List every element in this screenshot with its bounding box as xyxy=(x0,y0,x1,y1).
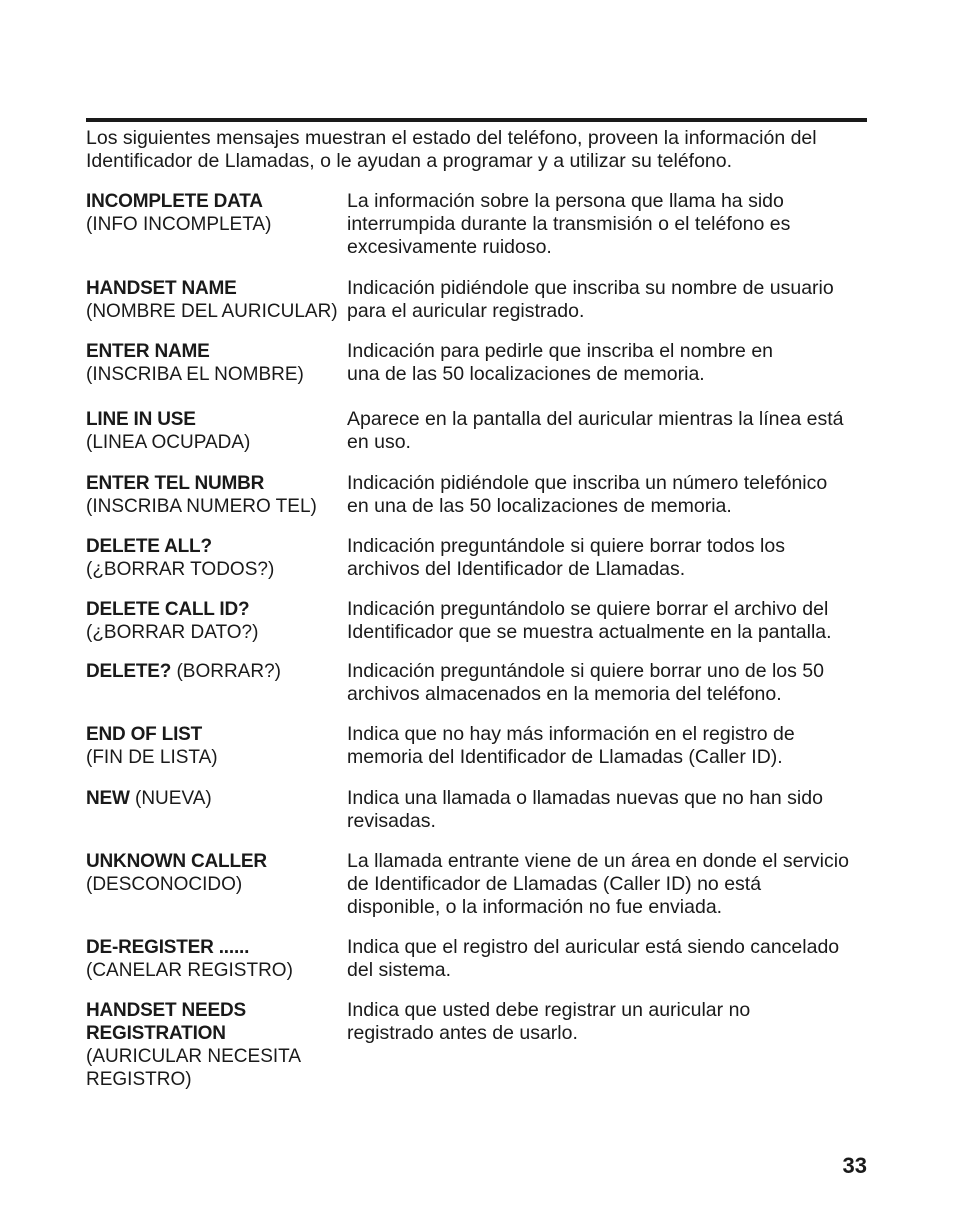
message-term-name: HANDSET NEEDS REGISTRATION xyxy=(86,1000,246,1044)
message-term xyxy=(86,723,344,769)
message-description: Indicación preguntándole si quiere borrar uno de los 50 archivos almacenados en la memoria del teléfono. xyxy=(347,660,824,705)
message-term-translation: (BORRAR?) xyxy=(171,661,281,682)
message-term-name: ENTER TEL NUMBR xyxy=(86,473,265,494)
message-term-name: UNKNOWN CALLER xyxy=(86,851,267,872)
message-description: La llamada entrante viene de un área en donde el servicio de Identificador de Llamadas (Caller ID) no está disponible, o la información no fue enviada. xyxy=(347,850,849,918)
message-term-translation: (¿BORRAR DATO?) xyxy=(86,622,259,643)
message-term xyxy=(86,787,344,810)
message-term-name: END OF LIST xyxy=(86,724,203,745)
message-term-name: ENTER NAME xyxy=(86,341,210,362)
message-term-name: HANDSET NAME xyxy=(86,278,237,299)
message-term-translation: (INSCRIBA NUMERO TEL) xyxy=(86,496,317,517)
message-term xyxy=(86,277,344,323)
message-term-name: DELETE? xyxy=(86,661,172,682)
page-number: 33 xyxy=(842,1153,867,1178)
message-term-translation: (NUEVA) xyxy=(129,788,212,809)
message-term-translation: (CANELAR REGISTRO) xyxy=(86,960,293,981)
message-description: Indica que no hay más información en el registro de memoria del Identificador de Llamadas (Caller ID). xyxy=(347,723,795,768)
message-description: Aparece en la pantalla del auricular mientras la línea está en uso. xyxy=(347,408,844,453)
message-term-translation: (DESCONOCIDO) xyxy=(86,874,243,895)
message-description: Indicación pidiéndole que inscriba su nombre de usuario para el auricular registrado. xyxy=(347,277,834,322)
message-term xyxy=(86,190,344,236)
message-term-translation: (INFO INCOMPLETA) xyxy=(86,214,272,235)
message-description: Indica que el registro del auricular está siendo cancelado del sistema. xyxy=(347,936,840,981)
message-term xyxy=(86,472,344,518)
message-term xyxy=(86,340,344,386)
message-term xyxy=(86,999,344,1091)
message-term-name: DE-REGISTER ...... xyxy=(86,937,250,958)
message-description: Indicación para pedirle que inscriba el nombre en una de las 50 localizaciones de memoria. xyxy=(347,340,774,385)
message-term-translation: (NOMBRE DEL AURICULAR) xyxy=(86,301,338,322)
message-term-name: DELETE ALL? xyxy=(86,536,212,557)
intro-paragraph: Los siguientes mensajes muestran el estado del teléfono, proveen la información del Identificador de Llamadas, o le ayudan a programar y a utilizar su teléfono. xyxy=(86,127,817,172)
message-description: Indicación preguntándolo se quiere borrar el archivo del Identificador que se muestra actualmente en la pantalla. xyxy=(347,598,832,643)
message-term xyxy=(86,598,344,644)
message-term-translation: (¿BORRAR TODOS?) xyxy=(86,559,275,580)
message-term-name: NEW xyxy=(86,788,130,809)
message-description: La información sobre la persona que llama ha sido interrumpida durante la transmisión o el teléfono es excesivamente ruidoso. xyxy=(347,190,791,258)
message-term xyxy=(86,936,344,982)
message-term xyxy=(86,660,344,683)
message-term xyxy=(86,535,344,581)
message-term xyxy=(86,850,344,896)
message-description: Indica una llamada o llamadas nuevas que no han sido revisadas. xyxy=(347,787,823,832)
message-description: Indicación pidiéndole que inscriba un número telefónico en una de las 50 localizaciones de memoria. xyxy=(347,472,828,517)
message-term xyxy=(86,408,344,454)
message-term-name: LINE IN USE xyxy=(86,409,196,430)
message-term-name: DELETE CALL ID? xyxy=(86,599,250,620)
top-rule xyxy=(86,118,867,122)
message-description: Indica que usted debe registrar un auricular no registrado antes de usarlo. xyxy=(347,999,751,1044)
message-description: Indicación preguntándole si quiere borrar todos los archivos del Identificador de Llamadas. xyxy=(347,535,785,580)
message-term-translation: (INSCRIBA EL NOMBRE) xyxy=(86,364,304,385)
message-term-translation: (LINEA OCUPADA) xyxy=(86,432,251,453)
message-term-name: INCOMPLETE DATA xyxy=(86,191,263,212)
message-term-translation: (AURICULAR NECESITA REGISTRO) xyxy=(86,1046,302,1090)
message-term-translation: (FIN DE LISTA) xyxy=(86,747,218,768)
